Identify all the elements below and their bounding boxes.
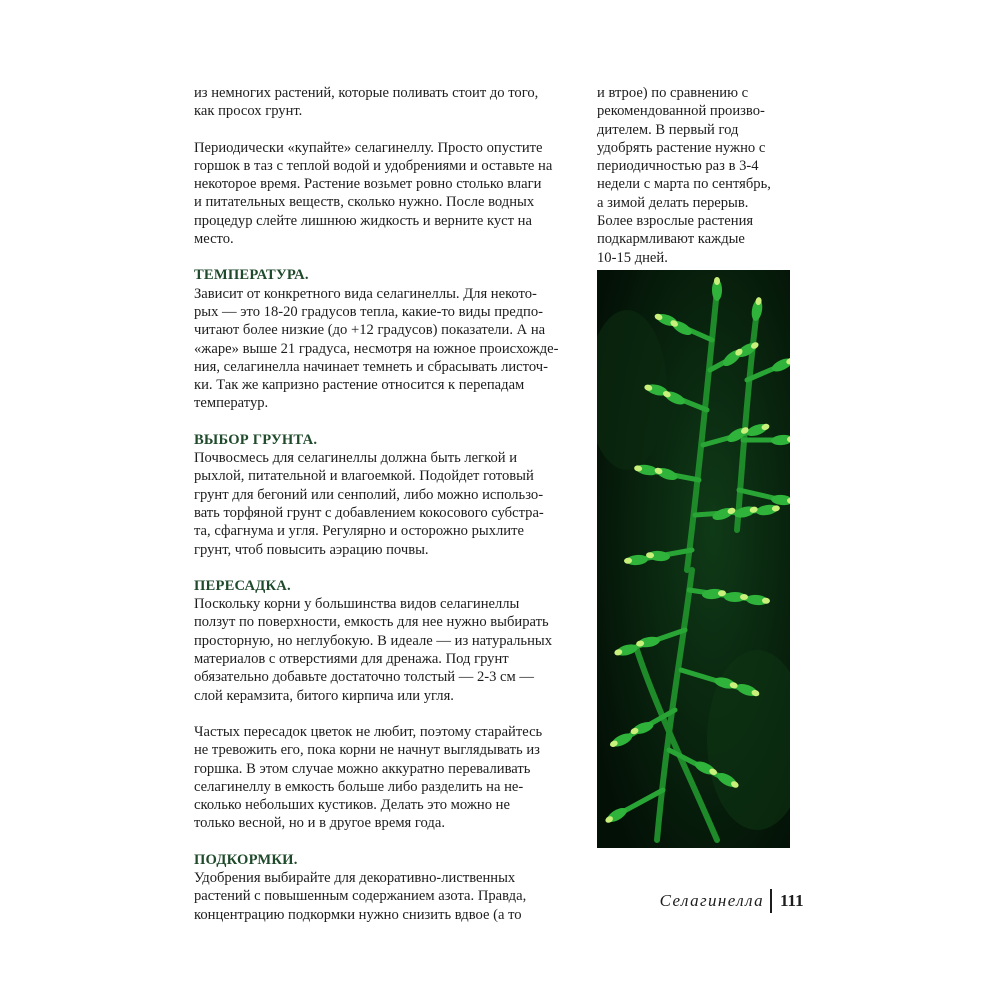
page-footer	[600, 889, 808, 915]
left-text-column	[194, 84, 566, 924]
temperature-heading: ТЕМПЕРАТУРА.	[194, 267, 309, 284]
transplant-extra-paragraph: Частых пересадок цветок не любит, поэтому старайтесь не тревожить его, пока корни не начнут выглядывать из горшка. В этом случае можно аккуратно переваливать селагинеллу в емкость больше либо разделить на не- сколько небольших кустиков. Делать это можно не только весной, но и в другое время года.	[194, 723, 543, 832]
right-text-column	[597, 84, 797, 267]
footer-divider	[770, 889, 772, 913]
intro-paragraph: из немногих растений, которые поливать стоит до того, как просох грунт.	[194, 85, 539, 120]
running-title: Селагинелла	[659, 891, 764, 910]
fern-illustration	[597, 270, 790, 848]
bath-paragraph: Периодически «купайте» селагинеллу. Просто опустите горшок в таз с теплой водой и удобрениями и оставьте на некоторое время. Растение возьмет ровно столько влаги и питательных веществ, сколько нужно. После водных процедур слейте лишнюю жидкость и верните куст на место.	[194, 139, 553, 248]
transplant-paragraph: Поскольку корни у большинства видов селагинеллы ползут по поверхности, емкость для нее нужно выбирать просторную, но неглубокую. В идеале — из натуральных материалов с отверстиями для дренажа. Под грунт обязательно добавьте достаточно толстый — 2-3 см — слой керамзита, битого кирпича или угля.	[194, 596, 553, 704]
soil-paragraph: Почвосмесь для селагинеллы должна быть легкой и рыхлой, питательной и влагоемкой. Подойдет готовый грунт для бегоний или сенполий, либо можно использо- вать торфяной грунт с добавлением кокосового субстра- та, сфагнума и угля. Регулярно и осторожно рыхлите грунт, чтоб повысить аэрацию почвы.	[194, 450, 544, 558]
feeding-paragraph: Удобрения выбирайте для декоративно-лиственных растений с повышенным содержанием азота. Правда, концентрацию подкормки нужно снизить вдвое (а то	[194, 869, 527, 923]
page-number: 111	[780, 891, 804, 910]
soil-heading: ВЫБОР ГРУНТА.	[194, 431, 318, 448]
feeding-heading: ПОДКОРМКИ.	[194, 851, 298, 868]
selaginella-photo	[597, 270, 790, 848]
temperature-paragraph: Зависит от конкретного вида селагинеллы. Для некото- рых — это 18-20 градусов тепла, какие-то виды предпо- читают более низкие (до +12 градусов) показатели. А на «жаре» выше 21 градуса, несмотря на южное происхожде- ния, селагинелла начинает темнеть и сбрасывать листоч- ки. Так же капризно растение относится к перепадам температур.	[194, 285, 559, 412]
feeding-continued-paragraph: и втрое) по сравнению с рекомендованной произво- дителем. В первый год удобрять растение нужно с периодичностью раз в 3-4 недели с марта по сентябрь, а зимой делать перерыв. Более взрослые растения подкармливают каждые 10-15 дней.	[597, 85, 771, 266]
transplant-heading: ПЕРЕСАДКА.	[194, 577, 291, 594]
